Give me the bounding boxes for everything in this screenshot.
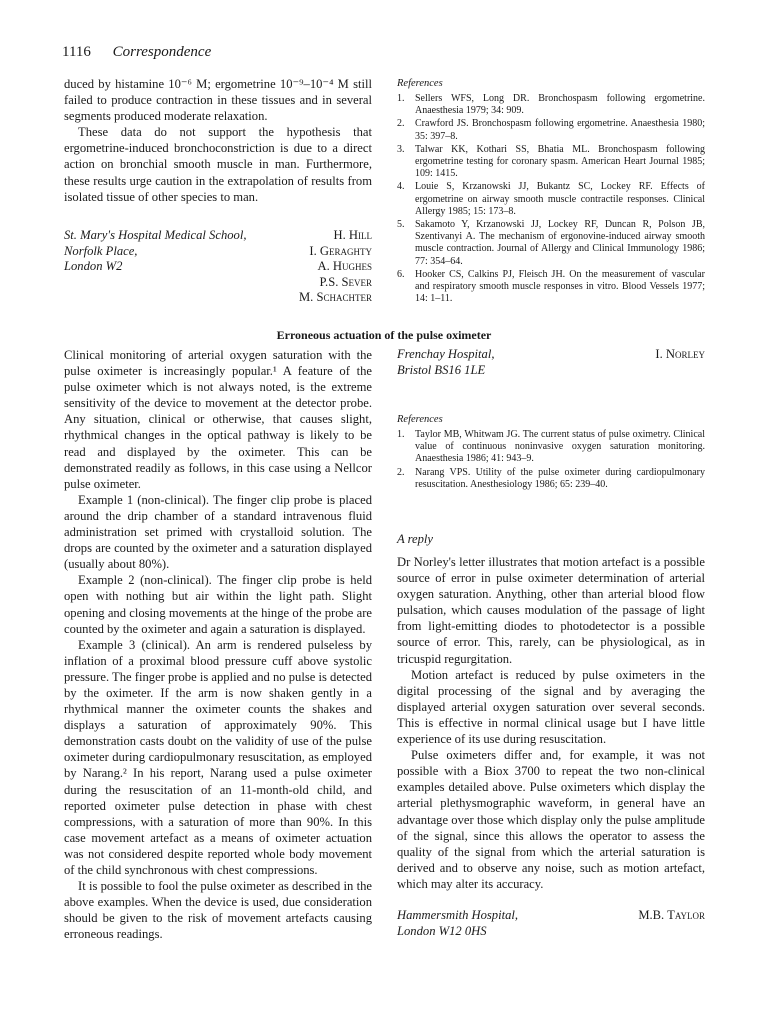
- institution: [397, 908, 518, 939]
- reference-item: [397, 269, 705, 306]
- reference-item: [397, 219, 705, 268]
- reference-number: 3.: [397, 143, 405, 155]
- reference-text: Hooker CS, Calkins PJ, Fleisch JH. On the measurement of vascular and respiratory smooth muscle responses in vitro. Blood Vessels 1977; 14: 1–11.: [415, 268, 705, 305]
- reference-text: Crawford JS. Bronchospasm following ergometrine. Anaesthesia 1980; 35: 397–8.: [415, 118, 705, 142]
- reference-text: Louie S, Krzanowski JJ, Bukantz SC, Lockey RF. Effects of ergometrine on airway smooth muscle contractile responses. Clinical Allergy 1985; 15: 173–8.: [415, 181, 705, 217]
- reference-list: [397, 429, 705, 491]
- reply-heading: A reply: [397, 532, 434, 546]
- institution-line: Hammersmith Hospital,: [397, 908, 519, 922]
- author-name: M. Schachter: [298, 290, 372, 304]
- author-name: H. Hill: [333, 228, 372, 242]
- paragraph: Example 1 (non-clinical). The finger clip probe is placed around the drip chamber of a standard intravenous fluid administration set primed with crystalloid solution. The drops are counted by the oximeter and a saturation displayed (usually about 80%).: [64, 492, 372, 572]
- norley-signature: [397, 347, 705, 378]
- institution-line: Norfolk Place,: [64, 243, 138, 258]
- reference-item: [397, 467, 705, 491]
- author-name: I. Norley: [655, 347, 705, 361]
- letter-title: Erroneous actuation of the pulse oximeter: [276, 328, 492, 342]
- paragraph: Clinical monitoring of arterial oxygen saturation with the pulse oximeter is increasingly popular.¹ A feature of the pulse oximeter which is not always noted, is the extreme sensitivity of the device to movement at the detector probe. Any situation, clinical or otherwise, that causes slight, rhythmical changes in the optical pathway is likely to be read and displayed by the oximeter. This can be demonstrated readily as follows, in this case using a Nellcor pulse oximeter.: [64, 348, 372, 491]
- paragraph: Example 3 (clinical). An arm is rendered pulseless by inflation of a proximal blood pressure cuff above systolic pressure. The finger probe is applied and no pulse is detected by the oximeter. If the arm is now shaken gently in a rhythmical manner the oximeter counts the shakes and displays a saturation of approximately 90%. This demonstration casts doubt on the validity of use of the pulse oximeter during cardiopulmonary resuscitation, as employed by Narang.² In his report, Narang used a pulse oximeter during the resuscitation of an 11-month-old child, and reported oximeter pulse detection in phase with chest compressions, with a saturation of more than 90%. In this case movement artefact as a means of oximeter actuation was not considered despite reported whole body movement of the child synchronous with chest compressions.: [64, 637, 372, 877]
- reference-item: [397, 93, 705, 117]
- reference-text: Sakamoto Y, Krzanowski JJ, Lockey RF, Duncan R, Polson JB, Szentivanyi A. The mechanism of ergonovine-induced airway smooth muscle contraction. Journal of Allergy and Clinical Immunology 1986; 77: 354–64.: [415, 219, 705, 267]
- reference-number: 2.: [397, 466, 405, 478]
- institution: [397, 347, 494, 378]
- paragraph: Dr Norley's letter illustrates that motion artefact is a possible source of error in pulse oximeter determination of arterial oxygen saturation. Anything, other than arterial blood flow pulsation, which causes modulation of the passage of light from light-emitting diodes to photodetector is a possible source of error. This, rarely, can be physiological, as in tricuspid regurgitation.: [397, 555, 705, 666]
- reply-section: [397, 532, 705, 547]
- reference-text: Talwar KK, Kothari SS, Bhatia ML. Bronchospasm following ergometrine testing for coronary spasm. American Heart Journal 1985; 109: 1415.: [415, 143, 705, 180]
- norley-references: [397, 414, 705, 492]
- institution-line: London W12 0HS: [397, 923, 487, 938]
- running-head: [62, 44, 211, 61]
- journal-section: Correspondence: [112, 44, 212, 60]
- author-name: A. Hughes: [317, 259, 372, 273]
- institution-line: London W2: [64, 259, 123, 273]
- previous-letter-end: [64, 76, 372, 205]
- reference-number: 1.: [397, 429, 405, 440]
- reference-item: [397, 181, 705, 218]
- author-name: I. Geraghty: [309, 243, 372, 258]
- reference-text: Sellers WFS, Long DR. Bronchospasm following ergometrine. Anaesthesia 1979; 34: 909.: [415, 93, 705, 117]
- reference-number: 5.: [397, 219, 405, 231]
- reference-number: 2.: [397, 118, 405, 130]
- institution-line: Bristol BS16 1LE: [397, 362, 486, 377]
- reference-item: [397, 429, 705, 466]
- top-references: [397, 78, 705, 306]
- institution: [64, 228, 246, 306]
- page-number: 1116: [62, 44, 91, 60]
- paragraph: Pulse oximeters differ and, for example, it was not possible with a Biox 3700 to repeat the two non-clinical examples detailed above. Pulse oximeters which display the arterial plethysmographic waveform, in general have an advantage over those which display only the pulse amplitude of the signal, since this allows the operator to assess the quality of the signal from which the arterial saturation is derived and to observe any noise, such as motion artefact, which may alter its accuracy.: [397, 748, 705, 891]
- reference-number: 4.: [397, 181, 405, 193]
- paragraph: duced by histamine 10⁻⁶ M; ergometrine 10⁻⁹–10⁻⁴ M still failed to produce contraction in these tissues and in several segments produced moderate relaxation.: [64, 77, 372, 124]
- norley-letter-body: [64, 347, 372, 942]
- author-name: M.B. Taylor: [638, 908, 705, 922]
- hill-signature: [64, 228, 372, 306]
- references-heading: References: [397, 414, 443, 425]
- reply-body: [397, 554, 705, 892]
- reference-text: Taylor MB, Whitwam JG. The current status of pulse oximetry. Clinical value of continuous noninvasive oxygen saturation monitoring. Anaesthesia 1986; 41: 943–9.: [415, 429, 705, 465]
- author-list: [299, 228, 372, 306]
- paragraph: These data do not support the hypothesis that ergometrine-induced bronchoconstriction is due to a direct action on bronchial smooth muscle in man. Furthermore, these results urge caution in the extrapolation of results from isolated tissue of other species to man.: [64, 125, 372, 204]
- taylor-signature: [397, 908, 705, 939]
- paragraph: It is possible to fool the pulse oximeter as described in the above examples. When the device is used, due consideration should be given to the risk of movement artefacts causing erroneous readings.: [64, 879, 372, 942]
- reference-number: 6.: [397, 268, 405, 280]
- references-heading: References: [397, 78, 443, 89]
- institution-line: St. Mary's Hospital Medical School,: [64, 228, 247, 242]
- reference-number: 1.: [397, 93, 405, 104]
- reference-list: [397, 93, 705, 305]
- author-name: P.S. Sever: [319, 274, 372, 289]
- reference-text: Narang VPS. Utility of the pulse oximeter during cardiopulmonary resuscitation. Anesthesiology 1986; 65: 239–40.: [415, 466, 705, 490]
- reference-item: [397, 144, 705, 181]
- institution-line: Frenchay Hospital,: [397, 347, 495, 361]
- paragraph: Example 2 (non-clinical). The finger clip probe is held open with nothing but air within the light path. Slight opening and closing movements at the hinge of the probe are counted by the oximeter and again a saturation is displayed.: [64, 573, 372, 636]
- reference-item: [397, 118, 705, 142]
- paragraph: Motion artefact is reduced by pulse oximeters in the digital processing of the signal and by averaging the displayed arterial oxygen saturation over several seconds. This is effective in normal clinical usage but I have little experience of its use during resuscitation.: [397, 667, 705, 747]
